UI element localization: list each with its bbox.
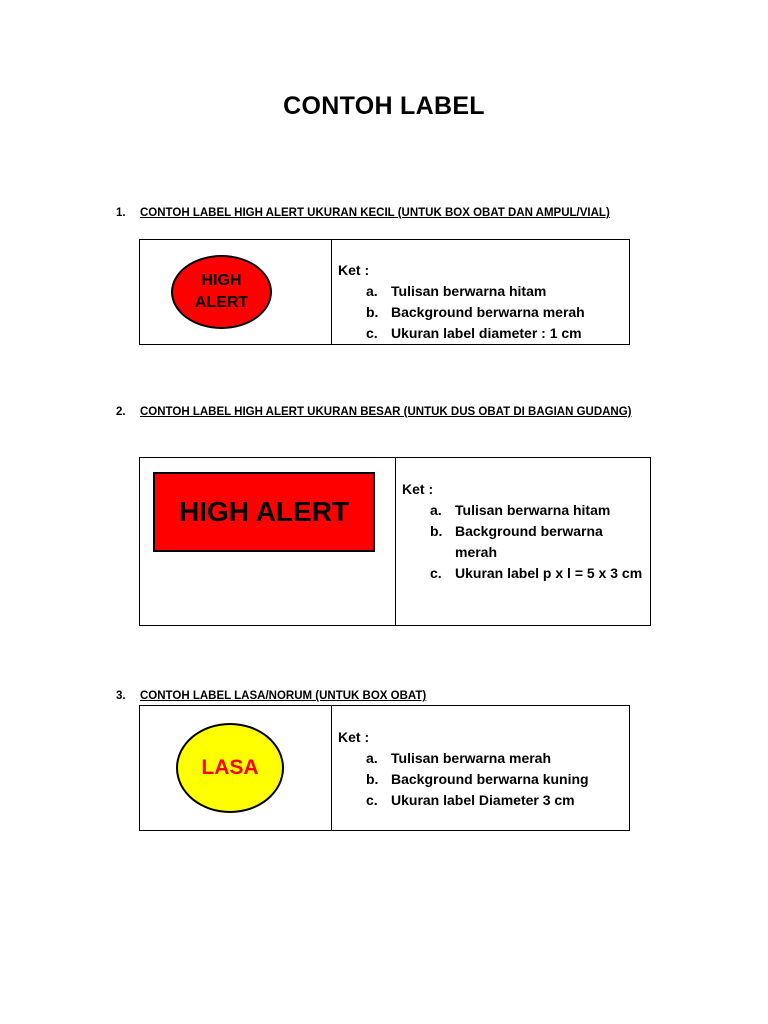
section-3-item-b: b. Background berwarna kuning bbox=[366, 771, 589, 787]
high-alert-small-label bbox=[171, 255, 272, 329]
section-2-divider bbox=[395, 458, 396, 625]
section-1-item-b: b. Background berwarna merah bbox=[366, 304, 585, 320]
section-3-heading-text: CONTOH LABEL LASA/NORUM (UNTUK BOX OBAT) bbox=[140, 690, 427, 702]
section-1-heading-text: CONTOH LABEL HIGH ALERT UKURAN KECIL (UNTUK BOX OBAT DAN AMPUL/VIAL) bbox=[140, 207, 610, 219]
section-1-table bbox=[139, 239, 630, 345]
section-1-ket-title: Ket : bbox=[338, 262, 370, 278]
section-1-divider bbox=[331, 240, 332, 344]
section-2-number: 2. bbox=[116, 406, 126, 418]
section-2-heading bbox=[116, 403, 636, 422]
section-1-number: 1. bbox=[116, 207, 126, 219]
section-2-item-b: b. Background berwarna merah bbox=[430, 523, 603, 560]
high-alert-small-line2: ALERT bbox=[194, 294, 249, 311]
section-2-item-a: a. Tulisan berwarna hitam bbox=[430, 502, 611, 518]
high-alert-large-label: HIGH ALERT bbox=[153, 472, 375, 552]
section-1-item-a: a. Tulisan berwarna hitam bbox=[366, 283, 547, 299]
section-2-ket-title: Ket : bbox=[402, 481, 434, 497]
high-alert-small-line1: HIGH bbox=[201, 272, 242, 289]
section-1-heading bbox=[116, 204, 636, 223]
section-2-table bbox=[139, 457, 651, 626]
section-3-item-c: c. Ukuran label Diameter 3 cm bbox=[366, 792, 575, 808]
section-2-ket bbox=[402, 479, 646, 584]
section-1-item-c: c. Ukuran label diameter : 1 cm bbox=[366, 325, 582, 341]
section-3-divider bbox=[331, 706, 332, 830]
section-3-item-a: a. Tulisan berwarna merah bbox=[366, 750, 552, 766]
lasa-label: LASA bbox=[176, 723, 284, 813]
section-2-item-c: c. Ukuran label p x l = 5 x 3 cm bbox=[430, 565, 643, 581]
section-2-heading-text: CONTOH LABEL HIGH ALERT UKURAN BESAR (UNTUK DUS OBAT DI BAGIAN GUDANG) bbox=[140, 406, 632, 418]
section-3-number: 3. bbox=[116, 690, 126, 702]
section-3-table bbox=[139, 705, 630, 831]
section-1-ket bbox=[338, 260, 628, 344]
section-3-ket-title: Ket : bbox=[338, 729, 370, 745]
section-3-heading bbox=[116, 687, 636, 706]
page-title: CONTOH LABEL bbox=[283, 92, 485, 120]
section-3-ket bbox=[338, 727, 628, 811]
